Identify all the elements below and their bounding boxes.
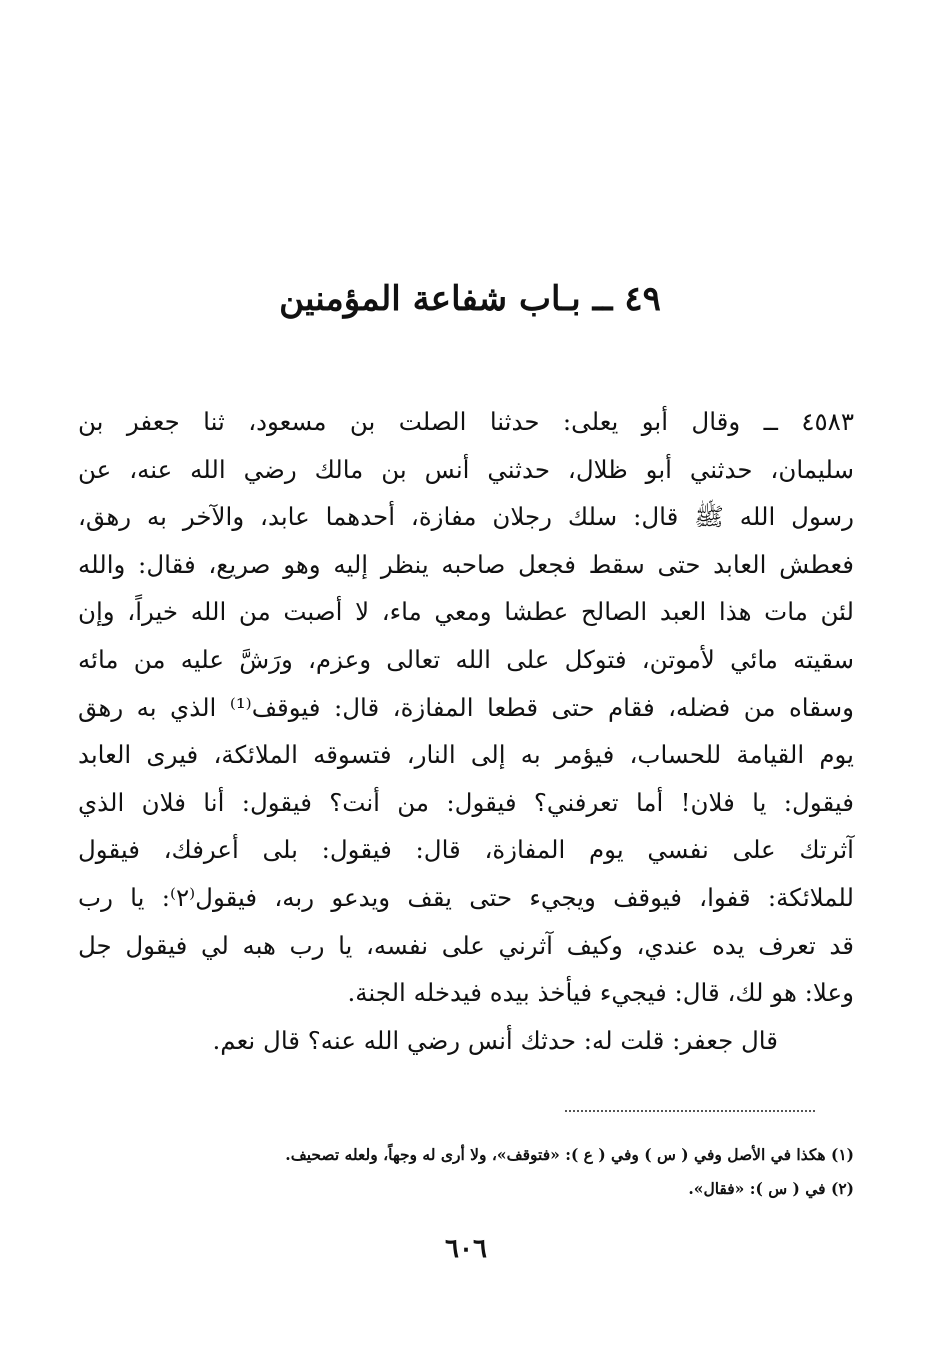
footnotes [78,1138,854,1206]
chapter-title: ٤٩ ــ بـاب شفاعة المؤمنين [279,279,661,319]
text-line: رسول الله ﷺ قال: سلك رجلان مفازة، أحدهما عابد، والآخر به رهق، [78,502,854,532]
text-line: ٤٥٨٣ ــ وقال أبو يعلى: حدثنا الصلت بن مسعود، ثنا جعفر بن [78,407,854,436]
footnote-separator [565,1110,815,1112]
page-number: ٦٠٦ [445,1234,487,1264]
closing-line: قال جعفر: قلت له: حدثك أنس رضي الله عنه؟ قال نعم. [212,1025,778,1055]
text-line: وسقاه من فضله، فقام حتى قطعا المفازة، قال: فيوقف⁽¹⁾ الذي به رهق [78,692,854,722]
text-line: فيقول: يا فلان! أما تعرفني؟ فيقول: من أنت؟ فيقول: أنا فلان الذي [78,787,854,817]
text-line: قد تعرف يده عندي، وكيف آثرني على نفسه، يا رب هبه لي فيقول جل [78,930,854,960]
footnote: (٢) في ( س ): «فقال». [688,1179,854,1198]
text-line: يوم القيامة للحساب، فيؤمر به إلى النار، فتسوقه الملائكة، فيرى العابد [78,740,854,770]
text-line: وعلا: هو لك، قال: فيجيء فيأخذ بيده فيدخله الجنة. [347,978,854,1008]
text-line: آثرتك على نفسي يوم المفازة، قال: فيقول: بلى أعرفك، فيقول [78,835,854,865]
footnote: (١) هكذا في الأصل وفي ( س ) وفي ( ع ): «فتوقف»، ولا أرى له وجهاً، ولعله تصحيف. [285,1145,854,1164]
text-line: لئن مات هذا العبد الصالح عطشا ومعي ماء، لا أصبت من الله خيراً، وإن [78,597,854,627]
text-line: سقيته مائي لأموتن، فتوكل على الله تعالى وعزم، ورَشَّ عليه من مائه [78,644,854,674]
text-line: للملائكة: قفوا، فيوقف ويجيء حتى يقف ويدعو ربه، فيقول⁽٢⁾: يا رب [78,882,854,912]
text-line: فعطش العابد حتى سقط فجعل صاحبه ينظر إليه وهو صريع، فقال: والله [78,549,854,579]
text-line: سليمان، حدثني أبو ظلال، حدثني أنس بن مالك رضي الله عنه، عن [78,454,854,484]
hadith-text [78,398,854,1064]
